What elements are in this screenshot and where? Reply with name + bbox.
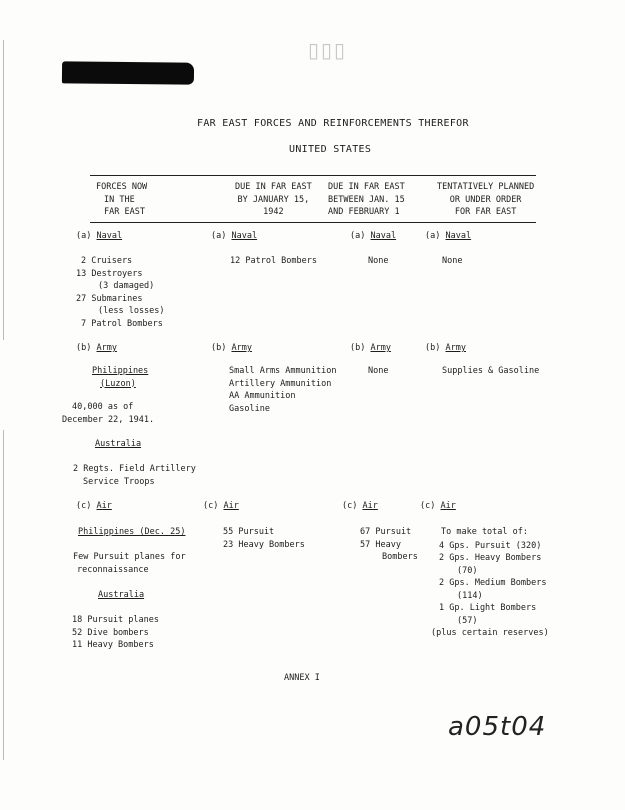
document-title: FAR EAST FORCES AND REINFORCEMENTS THEREFOR xyxy=(197,118,469,129)
header-top-rule xyxy=(90,175,536,176)
page-edge-mark xyxy=(3,430,4,760)
air-due-jan15: 55 Pursuit 23 Heavy Bombers xyxy=(223,527,305,550)
air-label-col2: (c) Air xyxy=(203,501,239,511)
army-label-col1: (b) Army xyxy=(76,343,117,353)
air-label-col4: (c) Air xyxy=(420,501,456,511)
column-header-due-jan15-feb1: DUE IN FAR EAST BETWEEN JAN. 15 AND FEBRUARY 1 xyxy=(328,182,405,217)
document-subtitle: UNITED STATES xyxy=(289,144,372,155)
naval-label-col4: (a) Naval xyxy=(425,231,472,241)
classification-stamp: ▯▯▯ xyxy=(308,38,348,62)
air-australia-heading: Australia xyxy=(98,590,145,600)
army-label-col2: (b) Army xyxy=(211,343,252,353)
air-australia-list: 18 Pursuit planes 52 Dive bombers 11 Heavy Bombers xyxy=(72,615,159,650)
header-bottom-rule xyxy=(90,222,536,223)
army-due-jan15: Small Arms Ammunition Artillery Ammunition AA Ammunition Gasoline xyxy=(229,366,337,414)
naval-forces-list: 2 Cruisers 13 Destroyers (3 damaged) 27 Submarines (less losses) 7 Patrol Bombers xyxy=(76,256,165,329)
column-header-forces-now: FORCES NOW IN THE FAR EAST xyxy=(96,182,148,217)
air-label-col3: (c) Air xyxy=(342,501,378,511)
army-australia-list: 2 Regts. Field Artillery Service Troops xyxy=(73,464,196,487)
annex-label: ANNEX I xyxy=(284,673,320,683)
army-australia-heading: Australia xyxy=(95,439,142,449)
naval-label-col3: (a) Naval xyxy=(350,231,397,241)
redaction-bar xyxy=(62,61,194,84)
naval-tentative: None xyxy=(442,256,463,266)
army-label-col3: (b) Army xyxy=(350,343,391,353)
naval-label-col2: (a) Naval xyxy=(211,231,258,241)
naval-due-jan15: 12 Patrol Bombers xyxy=(230,256,317,266)
air-philippines-heading: Philippines (Dec. 25) xyxy=(78,527,186,537)
air-philippines-list: Few Pursuit planes for reconnaissance xyxy=(73,552,186,575)
column-header-tentative: TENTATIVELY PLANNED OR UNDER ORDER FOR FAR EAST xyxy=(437,182,535,217)
army-due-feb1: None xyxy=(368,366,389,376)
air-due-feb1: 67 Pursuit 57 Heavy Bombers xyxy=(360,527,418,562)
army-tentative: Supplies & Gasoline xyxy=(442,366,540,376)
army-label-col4: (b) Army xyxy=(425,343,466,353)
air-tentative: To make total of: 4 Gps. Pursuit (320) 2 Gps. Heavy Bombers (70) 2 Gps. Medium Bombers (114) 1 Gp. Light Bombers (57) (plus certain reserves) xyxy=(431,527,549,638)
page-edge-mark xyxy=(3,40,4,340)
naval-due-feb1: None xyxy=(368,256,389,266)
air-label-col1: (c) Air xyxy=(76,501,112,511)
army-philippines-count: 40,000 as of December 22, 1941. xyxy=(62,402,155,425)
army-philippines-heading: Philippines (Luzon) xyxy=(92,366,149,389)
column-header-due-jan15: DUE IN FAR EAST BY JANUARY 15, 1942 xyxy=(235,182,312,217)
naval-label-col1: (a) Naval xyxy=(76,231,123,241)
handwritten-document-id: a05t04 xyxy=(448,712,547,742)
